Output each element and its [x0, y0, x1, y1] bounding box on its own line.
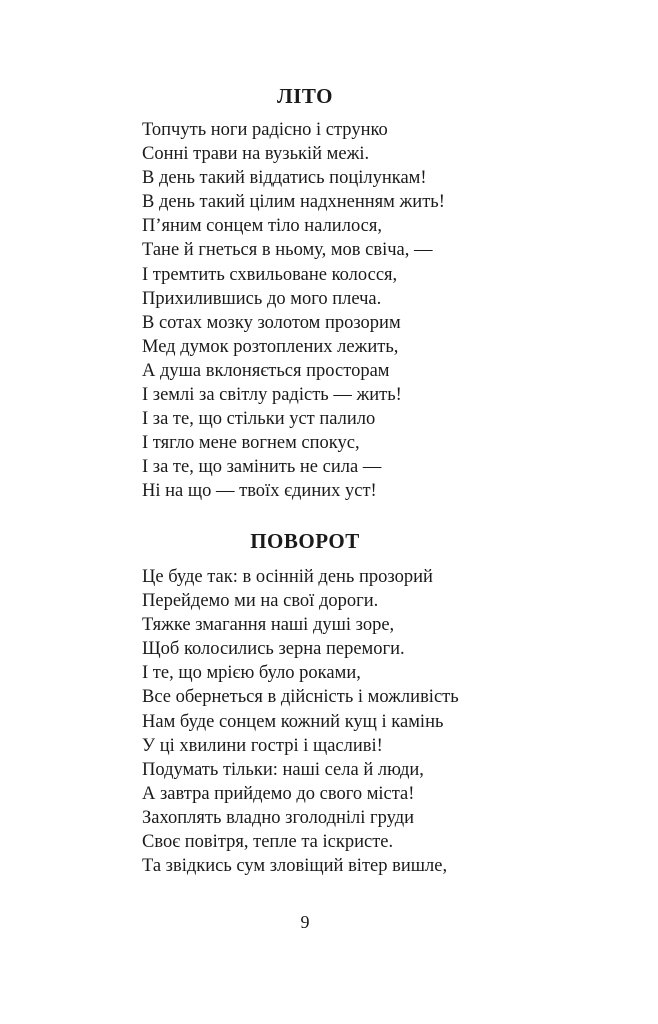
poem-line: П’яним сонцем тіло налилося, [142, 216, 382, 237]
poem-line: Ні на що — твоїх єдиних уст! [142, 481, 377, 502]
poem-line: Мед думок розтоплених лежить, [142, 336, 399, 357]
poem-line: І за те, що замінить не сила — [142, 457, 382, 478]
poem-line: І тягло мене вогнем спокус, [142, 433, 360, 454]
poem-line: Перейдемо ми на свої дороги. [142, 591, 379, 612]
poem-title-povorot: ПОВОРОТ [250, 529, 360, 553]
poem-line: І тремтить схвильоване колосся, [142, 264, 398, 285]
poem-line: В день такий цілим надхненням жить! [142, 192, 445, 213]
poem-line: В сотах мозку золотом прозорим [142, 312, 401, 333]
poem-line: В день такий віддатись поцілункам! [142, 168, 427, 189]
poem-line: Топчуть ноги радісно і струнко [142, 120, 388, 140]
poem-line: Щоб колосились зерна перемоги. [142, 639, 405, 660]
poem-line: Тане й гнеться в ньому, мов свіча, — [142, 240, 433, 261]
poem-line: Своє повітря, тепле та іскристе. [142, 832, 394, 853]
poem-title-lito: ЛІТО [277, 84, 333, 108]
poem-line: Подумать тільки: наші села й люди, [142, 759, 424, 780]
poem-line: Прихилившись до мого плеча. [142, 288, 382, 309]
poem-line: Це буде так: в осінній день прозорий [142, 567, 433, 587]
poem-line: І землі за світлу радість — жить! [142, 385, 402, 406]
poem-line: Та звідкись сум зловіщий вітер вишле, [142, 856, 448, 877]
poem-line: А душа вклоняється просторам [142, 360, 390, 381]
poem-line: І за те, що стільки уст палило [142, 409, 376, 430]
poem-line: Захоплять владно зголоднілі груди [142, 807, 415, 828]
poem-line: Тяжке змагання наші душі зоре, [142, 615, 395, 636]
poem-line: Нам буде сонцем кожний кущ і камінь [142, 711, 444, 732]
poem-line: Сонні трави на вузькій межі. [142, 144, 370, 165]
poem-line: А завтра прийдемо до свого міста! [142, 783, 415, 804]
poem-line: І те, що мрією було роками, [142, 663, 361, 684]
poem-line: У ці хвилини гострі і щасливі! [142, 735, 383, 756]
poem-body-povorot [142, 565, 582, 878]
page-number: 9 [300, 912, 310, 932]
poem-line: Все обернеться в дійсність і можливість [142, 687, 459, 708]
poem-body-lito [142, 118, 582, 504]
